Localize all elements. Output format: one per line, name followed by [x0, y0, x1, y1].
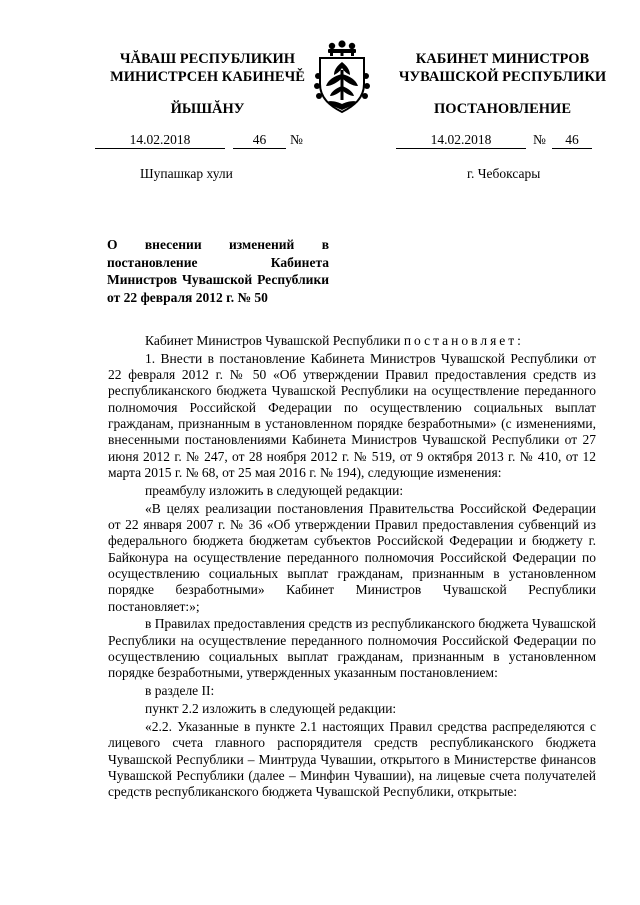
body-paragraph: в разделе II: — [145, 683, 215, 699]
body-paragraph: преамбулу изложить в следующей редакции: — [145, 482, 404, 498]
right-org-line-2: ЧУВАШСКОЙ РЕСПУБЛИКИ — [398, 69, 607, 85]
right-org-line-1: КАБИНЕТ МИНИСТРОВ — [415, 51, 590, 67]
body-paragraph: в Правилах предоставления средств из республиканского бюджета Чувашской Республики на осуществление переданного полномочия Российской Федерации по осуществлению социальных выплат гражданам, признанным в установленном порядке безработными, утвержденных указанным постановлением: — [108, 616, 596, 681]
body-paragraph: пункт 2.2 изложить в следующей редакции: — [145, 701, 397, 717]
left-organization-name — [95, 50, 320, 86]
preamble-lead: Кабинет Министров Чувашской Республики — [145, 333, 401, 348]
right-document-type: ПОСТАНОВЛЕНИЕ — [433, 101, 571, 117]
right-number: 46 — [552, 132, 592, 149]
body-paragraph-preamble — [108, 333, 596, 349]
decree-body — [108, 333, 596, 802]
left-org-line-1: ЧĂВАШ РЕСПУБЛИКИН — [119, 51, 296, 67]
chuvash-coat-of-arms-icon — [312, 40, 372, 118]
right-city: г. Чебоксары — [467, 166, 541, 181]
decree-title: О внесении изменений в постановление Кабинета Министров Чувашской Республики от 22 февраля 2012 г. № 50 — [107, 237, 329, 305]
body-paragraph: «2.2. Указанные в пункте 2.1 настоящих Правил средства распределяются с лицевого счета главного распорядителя средств республиканского бюджета Чувашской Республики – Минтруда Чувашии, открытого в Министерстве финансов Чувашской Республики (далее – Минфин Чувашии), на лицевые счета получателей средств республиканского бюджета Чувашской Республики, открытые: — [108, 718, 596, 800]
left-city: Шупашкар хули — [140, 166, 233, 181]
left-document-type: ЙЫШĂНУ — [170, 101, 245, 117]
left-org-line-2: МИНИСТРСЕН КАБИНЕЧĚ — [110, 69, 305, 85]
right-number-sign: № — [533, 132, 546, 147]
right-date: 14.02.2018 — [396, 132, 526, 149]
right-organization-name — [385, 50, 620, 86]
preamble-decrees: постановляет: — [403, 333, 524, 348]
left-date: 14.02.2018 — [95, 132, 225, 149]
body-paragraph: 1. Внести в постановление Кабинета Министров Чувашской Республики от 22 февраля 2012 г. № 50 «Об утверждении Правил предоставления средств из республиканского бюджета Чувашской Республики на осуществление переданного полномочия Российской Федерации по осуществлению социальных выплат гражданам, признанным в установленном порядке безработными» (с изменениями, внесенными постановлениями Кабинета Министров Чувашской Республики от 27 июня 2012 г. № 247, от 28 ноября 2012 г. № 519, от 9 октября 2013 г. № 410, от 12 марта 2015 г. № 68, от 25 мая 2016 г. № 194), следующие изменения: — [108, 350, 596, 480]
body-paragraph: «В целях реализации постановления Правительства Российской Федерации от 22 января 2007 г. № 36 «Об утверждении Правил предоставления субвенций из федерального бюджета бюджетам субъектов Российской Федерации и бюджету г. Байконура на осуществление переданного полномочия Российской Федерации по осуществлению социальных выплат гражданам, признанным в установленном порядке безработными» Кабинет Министров Чувашской Республики постановляет:»; — [108, 500, 596, 614]
left-number: 46 — [233, 132, 286, 149]
left-number-sign: № — [290, 132, 303, 147]
